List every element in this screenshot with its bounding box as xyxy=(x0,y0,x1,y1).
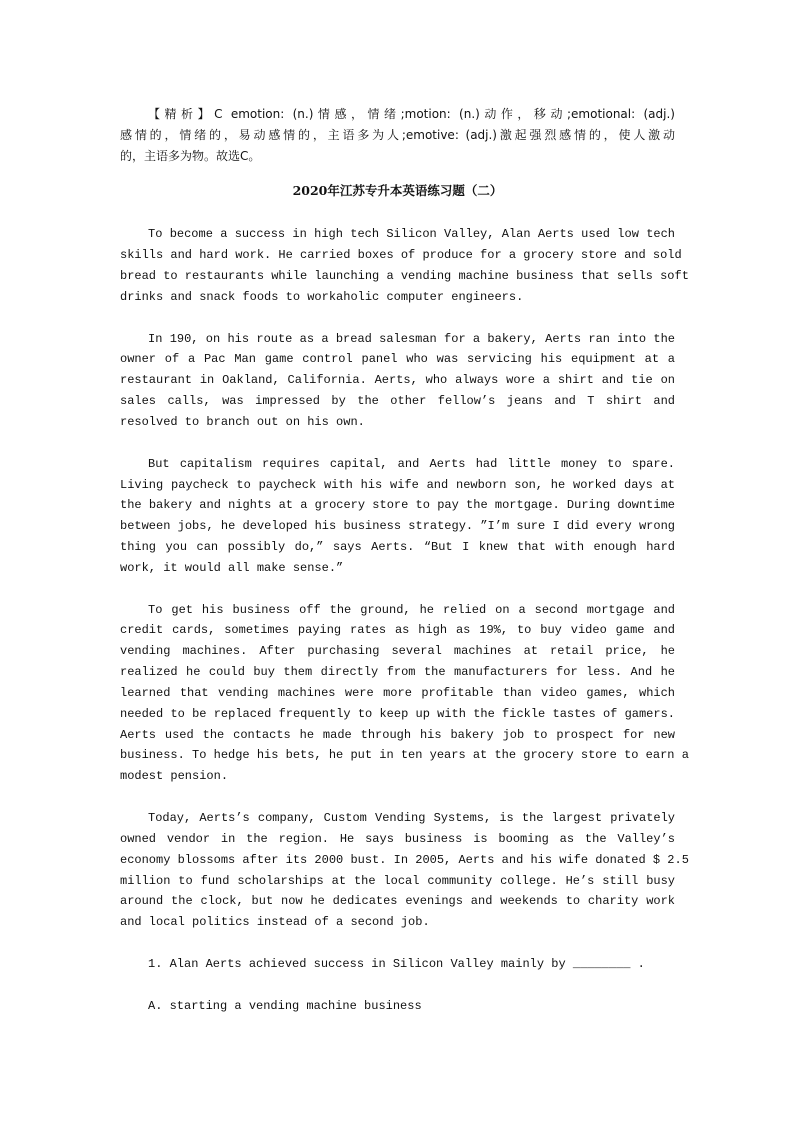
paragraph-gap xyxy=(120,787,675,808)
text-line: But capitalism requires capital, and Aerts had little money to spare. xyxy=(148,456,675,471)
text-line: To become a success in high tech Silicon Valley, Alan Aerts used low tech xyxy=(148,227,675,242)
text-line: A. starting a vending machine business xyxy=(148,998,422,1013)
text-line: To get his business off the ground, he relied on a second mortgage and xyxy=(148,602,675,617)
text-line: bread to restaurants while launching a vending machine business that sells soft xyxy=(120,269,689,284)
document-page xyxy=(120,104,689,1016)
text-line: around the clock, but now he dedicates evenings and weekends to charity work xyxy=(120,894,675,909)
text-line: Living paycheck to paycheck with his wife and newborn son, he worked days at xyxy=(120,477,675,492)
text-line: business. To hedge his bets, he put in ten years at the grocery store to earn a xyxy=(120,748,689,763)
text-line: credit cards, sometimes paying rates as high as 19%, to buy video game and xyxy=(120,623,675,638)
analysis-paragraph xyxy=(120,104,675,167)
paragraph-gap xyxy=(120,579,675,600)
answer-option xyxy=(120,996,675,1017)
text-line: vending machines. After purchasing several machines at retail price, he xyxy=(120,644,675,659)
text-line: skills and hard work. He carried boxes of produce for a grocery store and sold xyxy=(120,248,682,263)
text-line: restaurant in Oakland, California. Aerts, who always wore a shirt and tie on xyxy=(120,373,675,388)
text-line: 感情的，情绪的，易动感情的，主语多为人;emotive: (adj.)激起强烈感情的，使人激动 xyxy=(120,127,675,142)
text-line: modest pension. xyxy=(120,769,229,784)
text-line: million to fund scholarships at the local community college. He’s still busy xyxy=(120,873,675,888)
text-line: resolved to branch out on his own. xyxy=(120,414,365,429)
paragraph-gap xyxy=(120,975,675,996)
text-line: learned that vending machines were more profitable than video games, which xyxy=(120,685,675,700)
text-line: sales calls, was impressed by the other fellow’s jeans and T shirt and xyxy=(120,394,675,409)
passage xyxy=(120,224,689,1016)
text-line: owned vendor in the region. He says business is booming as the Valley’s xyxy=(120,831,675,846)
paragraph-gap xyxy=(120,433,675,454)
text-line: In 190, on his route as a bread salesman for a bakery, Aerts ran into the xyxy=(148,331,675,346)
text-line: needed to be replaced frequently to keep up with the fickle tastes of gamers. xyxy=(120,706,675,721)
text-line: 的，主语多为物。故选C。 xyxy=(120,148,261,163)
text-line: 1. Alan Aerts achieved success in Silicon Valley mainly by ________ . xyxy=(148,956,645,971)
paragraph xyxy=(120,600,689,788)
question xyxy=(120,954,675,975)
paragraph-gap xyxy=(120,308,675,329)
text-line: 【精析】C emotion: (n.)情感，情绪;motion: (n.)动作，移动;emotional: (adj.) xyxy=(148,107,675,121)
text-line: realized he could buy them directly from the manufacturers for less. And he xyxy=(120,665,675,680)
paragraph xyxy=(120,329,675,433)
paragraph xyxy=(120,454,675,579)
paragraph xyxy=(120,224,689,307)
section-title: 2020年江苏专升本英语练习题（二） xyxy=(292,182,503,198)
text-line: work, it would all make sense.” xyxy=(120,560,344,575)
text-line: Today, Aerts’s company, Custom Vending Systems, is the largest privately xyxy=(148,811,675,825)
text-line: between jobs, he developed his business strategy. ”I’m sure I did every wrong xyxy=(120,519,675,534)
paragraph xyxy=(120,808,689,933)
paragraph-gap xyxy=(120,933,675,954)
text-line: and local politics instead of a second job. xyxy=(120,915,430,930)
text-line: the bakery and nights at a grocery store to pay the mortgage. During downtime xyxy=(120,498,675,513)
text-line: economy blossoms after its 2000 bust. In 2005, Aerts and his wife donated $ 2.5 xyxy=(120,852,689,867)
text-line: drinks and snack foods to workaholic computer engineers. xyxy=(120,289,524,304)
text-line: Aerts used the contacts he made through his bakery job to prospect for new xyxy=(120,727,675,742)
text-line: thing you can possibly do,” says Aerts. “But I knew that with enough hard xyxy=(120,540,675,555)
text-line: owner of a Pac Man game control panel who was servicing his equipment at a xyxy=(120,352,675,367)
